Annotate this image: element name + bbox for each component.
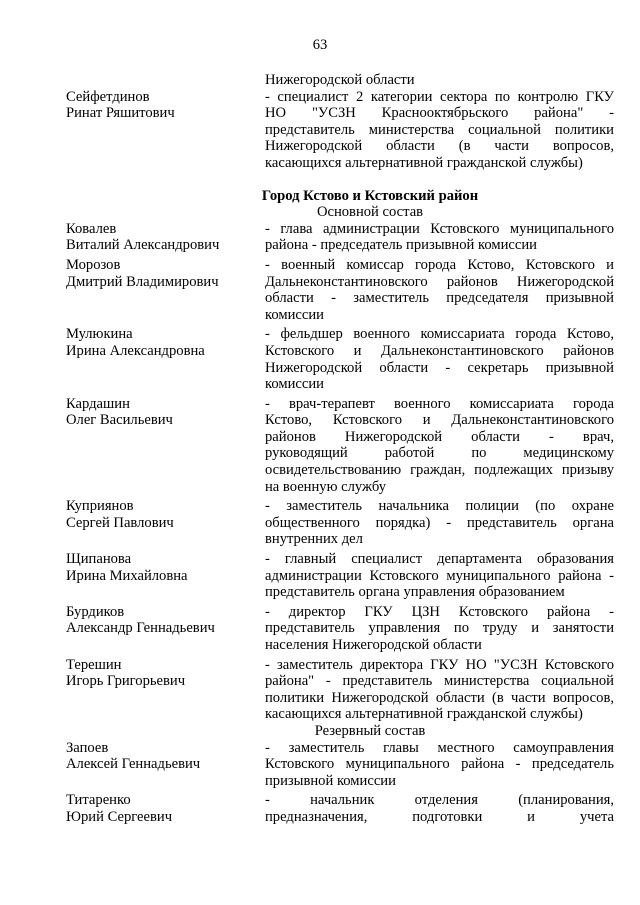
- role-line: районов Нижегородской области - врач,: [265, 428, 614, 445]
- role-line: руководящий работой по медицинскому: [265, 445, 614, 462]
- role-line: - заместитель директора ГКУ НО "УСЗН Кстовского: [265, 656, 614, 673]
- role-line: представитель управления по труду и занятости: [265, 620, 614, 637]
- role-line: области - заместитель председателя призывной: [265, 290, 614, 307]
- member-given-names: Дмитрий Владимирович: [66, 273, 219, 290]
- member-surname: Ковалев: [66, 220, 117, 237]
- member-role: [265, 89, 614, 172]
- role-line: - фельдшер военного комиссариата города Кстово,: [265, 326, 614, 343]
- reserve-composition-list: [66, 740, 614, 826]
- member-name: [66, 498, 265, 548]
- member-given-names: Виталий Александрович: [66, 237, 220, 254]
- role-line: общественного порядка) - представитель органа: [265, 514, 614, 531]
- role-line: освидетельствованию граждан, подлежащих призыву: [265, 462, 614, 479]
- role-line: на военную службу: [265, 478, 387, 495]
- continuation-line: [66, 72, 614, 89]
- role-line: комиссии: [265, 306, 324, 323]
- member-given-names: Сергей Павлович: [66, 514, 174, 531]
- member-name: [66, 221, 265, 254]
- role-line: - заместитель начальника полиции (по охране: [265, 498, 614, 515]
- role-line: района" - представитель министерства социальной: [265, 673, 614, 690]
- member-entry: [66, 551, 614, 601]
- role-line: Дальнеконстантиновского районов Нижегородской: [265, 273, 614, 290]
- role-line: Кстово, Кстовского и Дальнеконстантиновского: [265, 412, 614, 429]
- role-line: администрации Кстовского муниципального района -: [265, 567, 614, 584]
- member-name: [66, 657, 265, 723]
- member-role: [265, 551, 614, 601]
- role-line: - директор ГКУ ЦЗН Кстовского района -: [265, 603, 614, 620]
- member-given-names: Олег Васильевич: [66, 412, 173, 429]
- role-line: предназначения, подготовки и учета: [265, 808, 614, 825]
- member-given-names: Александр Геннадьевич: [66, 620, 215, 637]
- role-line: - военный комиссар города Кстово, Кстовского и: [265, 256, 614, 273]
- member-entry: [66, 740, 614, 790]
- role-line: района - председатель призывной комиссии: [265, 237, 537, 254]
- member-given-names: Ринат Ряшитович: [66, 105, 175, 122]
- member-entry: [66, 498, 614, 548]
- member-entry: [66, 792, 614, 825]
- member-given-names: Ирина Александровна: [66, 342, 205, 359]
- member-role: [265, 740, 614, 790]
- member-entry: [66, 657, 614, 723]
- role-line: комиссии: [265, 376, 324, 393]
- role-line: Кстовского и Дальнеконстантиновского районов: [265, 342, 614, 359]
- member-role: [265, 257, 614, 323]
- document-body: [66, 72, 614, 826]
- main-composition-title: Основной состав: [316, 204, 424, 221]
- entries-top: [66, 89, 614, 172]
- member-name: [66, 257, 265, 323]
- member-entry: [66, 221, 614, 254]
- role-line: - специалист 2 категории сектора по контролю ГКУ: [265, 88, 614, 105]
- member-surname: Сейфетдинов: [66, 88, 150, 105]
- continuation-text: Нижегородской области: [265, 72, 415, 88]
- member-entry: [66, 257, 614, 323]
- role-line: представитель министерства социальной политики: [265, 121, 614, 138]
- member-role: [265, 657, 614, 723]
- member-role: [265, 498, 614, 548]
- member-surname: Терешин: [66, 656, 122, 673]
- role-line: НО "УСЗН Краснооктябрьского района" -: [265, 105, 614, 122]
- member-role: [265, 792, 614, 825]
- member-name: [66, 604, 265, 654]
- member-entry: [66, 326, 614, 392]
- member-entry: [66, 604, 614, 654]
- reserve-composition-title: Резервный состав: [314, 722, 426, 739]
- role-line: - глава администрации Кстовского муниципального: [265, 220, 614, 237]
- role-line: призывной комиссии: [265, 772, 396, 789]
- member-name: [66, 396, 265, 496]
- role-line: населения Нижегородской области: [265, 637, 482, 653]
- member-surname: Бурдиков: [66, 603, 125, 620]
- member-role: [265, 221, 614, 254]
- main-composition-list: [66, 221, 614, 723]
- role-line: Нижегородской области (в части вопросов,: [265, 138, 614, 155]
- role-line: - врач-терапевт военного комиссариата города: [265, 395, 614, 412]
- member-entry: [66, 396, 614, 496]
- member-role: [265, 326, 614, 392]
- role-line: - начальник отделения (планирования,: [265, 792, 614, 809]
- member-name: [66, 326, 265, 392]
- member-surname: Мулюкина: [66, 326, 133, 343]
- member-role: [265, 604, 614, 654]
- member-surname: Титаренко: [66, 792, 131, 809]
- member-name: [66, 740, 265, 790]
- member-role: [265, 396, 614, 496]
- role-line: внутренних дел: [265, 531, 363, 548]
- member-given-names: Ирина Михайловна: [66, 567, 188, 584]
- member-given-names: Игорь Григорьевич: [66, 673, 186, 690]
- role-line: - заместитель главы местного самоуправления: [265, 739, 614, 756]
- role-line: Нижегородской области - секретарь призывной: [265, 359, 614, 376]
- member-name: [66, 551, 265, 601]
- role-line: представитель органа управления образованием: [265, 584, 565, 601]
- member-name: [66, 792, 265, 825]
- role-line: Кстовского муниципального района - председатель: [265, 756, 614, 773]
- member-entry: [66, 89, 614, 172]
- member-name: [66, 89, 265, 172]
- role-line: касающихся альтернативной гражданской службы): [265, 154, 583, 171]
- role-line: - главный специалист департамента образования: [265, 551, 614, 568]
- member-given-names: Алексей Геннадьевич: [66, 756, 201, 773]
- role-line: политики Нижегородской области (в части вопросов,: [265, 689, 614, 706]
- member-surname: Кардашин: [66, 395, 130, 412]
- member-surname: Морозов: [66, 256, 121, 273]
- section-title: Город Кстово и Кстовский район: [261, 187, 479, 204]
- page-number: 63: [312, 37, 328, 53]
- member-surname: Куприянов: [66, 498, 134, 515]
- role-line: касающихся альтернативной гражданской службы): [265, 706, 583, 723]
- member-surname: Щипанова: [66, 551, 132, 568]
- member-surname: Запоев: [66, 739, 109, 756]
- member-given-names: Юрий Сергеевич: [66, 808, 173, 825]
